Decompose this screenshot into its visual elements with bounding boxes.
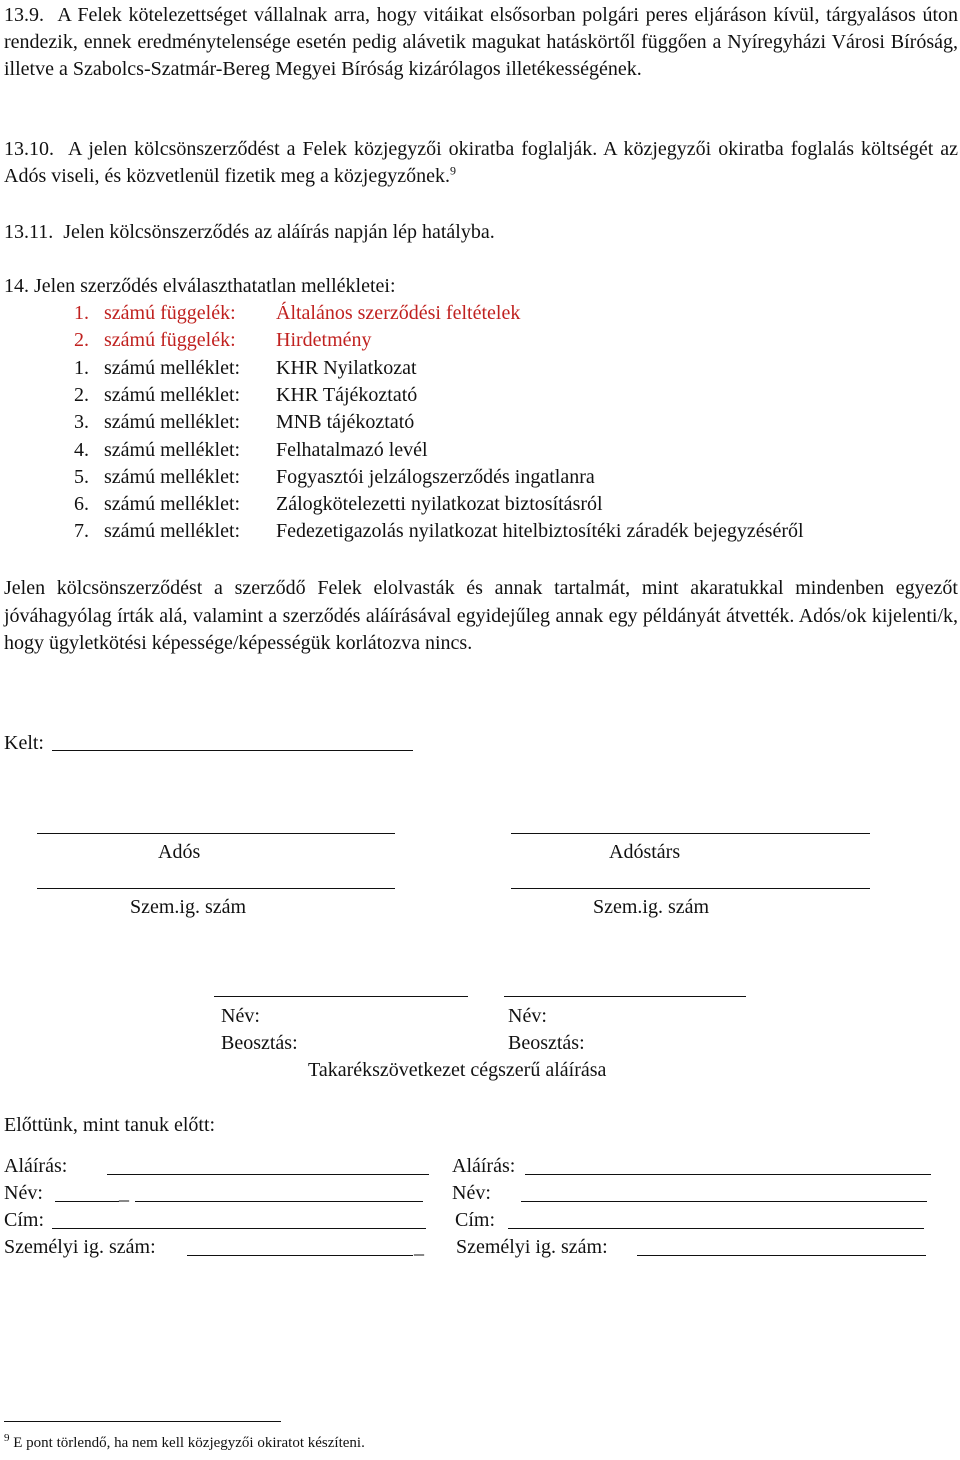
company-signature-caption: Takarékszövetkezet cégszerű aláírása	[308, 1059, 607, 1081]
attachment-item	[74, 518, 804, 545]
attachment-title: Fogyasztói jelzálogszerződés ingatlanra	[276, 465, 595, 488]
attachment-item	[74, 327, 372, 354]
attachment-kind: számú melléklet:	[104, 383, 241, 406]
date-label: Kelt:	[4, 732, 44, 754]
witness2-id-label: Személyi ig. szám:	[456, 1236, 608, 1258]
company-signature-line-2[interactable]	[504, 996, 746, 997]
footnote-text: E pont törlendő, ha nem kell közjegyzői okiratot készíteni.	[13, 1435, 365, 1451]
attachment-item	[74, 355, 417, 382]
debtor-id-line[interactable]	[37, 888, 395, 889]
section-number: 14.	[4, 275, 29, 297]
witness2-address-line[interactable]	[508, 1228, 924, 1229]
company-position-label-2: Beosztás:	[508, 1032, 585, 1054]
attachment-title: Felhatalmazó levél	[276, 438, 428, 461]
witness1-signature-line[interactable]	[107, 1174, 429, 1175]
section-14-heading	[4, 273, 396, 300]
attachment-index: 6.	[74, 493, 89, 516]
section-text: A jelen kölcsönszerződést a Felek közjegyzői okiratba foglalják. A közjegyzői okiratba foglalás költségét az Adós viseli, és közvetlenül fizetik meg a közjegyzőnek.	[4, 138, 958, 187]
attachment-kind: számú melléklet:	[104, 520, 241, 543]
witness1-id-line[interactable]	[187, 1255, 413, 1256]
attachment-title: Fedezetigazolás nyilatkozat hitelbiztosítéki záradék bejegyzéséről	[276, 520, 804, 543]
attachment-title: KHR Nyilatkozat	[276, 356, 417, 379]
attachment-index: 5.	[74, 465, 89, 488]
codebtor-signature-line[interactable]	[511, 833, 870, 834]
witness1-name-line-b[interactable]	[135, 1201, 423, 1202]
closing-paragraph: Jelen kölcsönszerződést a szerződő Felek elolvasták és annak tartalmát, mint akaratukkal mindenben egyezőt jóváhagyólag írták alá, valamint a szerződés aláírásával egyidejűleg annak egy példányát átvették. Adós/ok kijelenti/k, hogy ügyletkötési képessége/képességük korlátozva nincs.	[4, 577, 958, 654]
attachment-kind: számú melléklet:	[104, 356, 241, 379]
section-13-11	[4, 219, 495, 246]
company-position-label-1: Beosztás:	[221, 1032, 298, 1054]
witness1-name-mark: _	[119, 1182, 129, 1204]
section-13-10	[4, 136, 958, 190]
attachment-index: 3.	[74, 411, 89, 434]
attachment-item	[74, 409, 414, 436]
attachment-item	[74, 437, 428, 464]
attachment-title: Általános szerződési feltételek	[276, 302, 521, 324]
debtor-signature-line[interactable]	[37, 833, 395, 834]
attachment-item	[74, 491, 603, 518]
attachment-item	[74, 464, 595, 491]
footnote-number: 9	[4, 1432, 10, 1444]
attachment-title: KHR Tájékoztató	[276, 383, 418, 406]
attachment-index: 4.	[74, 438, 89, 461]
section-number: 13.9.	[4, 4, 44, 26]
attachment-kind: számú melléklet:	[104, 465, 241, 488]
witness1-id-label: Személyi ig. szám:	[4, 1236, 156, 1258]
attachment-title: Hirdetmény	[276, 329, 372, 352]
attachment-index: 2.	[74, 383, 89, 406]
footnote	[4, 1431, 365, 1455]
attachment-title: MNB tájékoztató	[276, 411, 415, 434]
section-text: Jelen szerződés elválaszthatatlan mellékletei:	[34, 275, 396, 297]
codebtor-label: Adóstárs	[609, 841, 681, 863]
witness1-address-label: Cím:	[4, 1209, 45, 1231]
witness1-name-line-a[interactable]	[55, 1201, 119, 1202]
attachment-kind: számú függelék:	[104, 329, 236, 352]
witness2-id-line[interactable]	[637, 1255, 926, 1256]
footnote-separator	[4, 1421, 281, 1422]
company-signature-line-1[interactable]	[214, 996, 468, 997]
attachment-item	[74, 382, 417, 409]
attachment-item	[74, 300, 520, 327]
section-number: 13.11.	[4, 221, 54, 243]
company-name-label-1: Név:	[221, 1005, 260, 1027]
witness2-name-label: Név:	[452, 1182, 491, 1204]
witness2-name-line[interactable]	[521, 1201, 927, 1202]
witness2-signature-label: Aláírás:	[452, 1155, 516, 1177]
section-text: A Felek kötelezettséget vállalnak arra, hogy vitáikat elsősorban polgári peres eljáráson kívül, tárgyalásos úton rendezik, ennek eredménytelensége esetén pedig alávetik magukat hatáskörtől függően a Nyíregyházi Városi Bíróság, illetve a Szabolcs-Szatmár-Bereg Megyei Bíróság kizárólagos illetékességének.	[4, 4, 958, 80]
attachment-index: 1.	[74, 302, 89, 324]
attachment-title: Zálogkötelezetti nyilatkozat biztosításról	[276, 493, 603, 516]
attachment-index: 7.	[74, 520, 89, 543]
section-text: Jelen kölcsönszerződés az aláírás napján lép hatályba.	[63, 221, 495, 243]
attachment-index: 2.	[74, 329, 89, 352]
witness1-address-line[interactable]	[52, 1228, 426, 1229]
codebtor-id-line[interactable]	[511, 888, 870, 889]
section-13-9	[4, 2, 958, 83]
attachment-index: 1.	[74, 356, 89, 379]
witness2-address-label: Cím:	[455, 1209, 496, 1231]
debtor-label: Adós	[158, 841, 201, 863]
attachment-kind: számú melléklet:	[104, 438, 241, 461]
witness1-signature-label: Aláírás:	[4, 1155, 68, 1177]
footnote-reference[interactable]: 9	[449, 163, 456, 178]
attachment-kind: számú melléklet:	[104, 493, 241, 516]
witness1-id-mark: _	[414, 1236, 424, 1258]
codebtor-id-label: Szem.ig. szám	[593, 896, 710, 918]
company-name-label-2: Név:	[508, 1005, 547, 1027]
attachment-kind: számú melléklet:	[104, 411, 241, 434]
attachment-kind: számú függelék:	[104, 302, 236, 324]
section-number: 13.10.	[4, 138, 54, 160]
date-line[interactable]	[52, 750, 413, 751]
witness2-signature-line[interactable]	[525, 1174, 931, 1175]
witness-intro: Előttünk, mint tanuk előtt:	[4, 1114, 216, 1136]
debtor-id-label: Szem.ig. szám	[130, 896, 247, 918]
witness1-name-label: Név:	[4, 1182, 43, 1204]
